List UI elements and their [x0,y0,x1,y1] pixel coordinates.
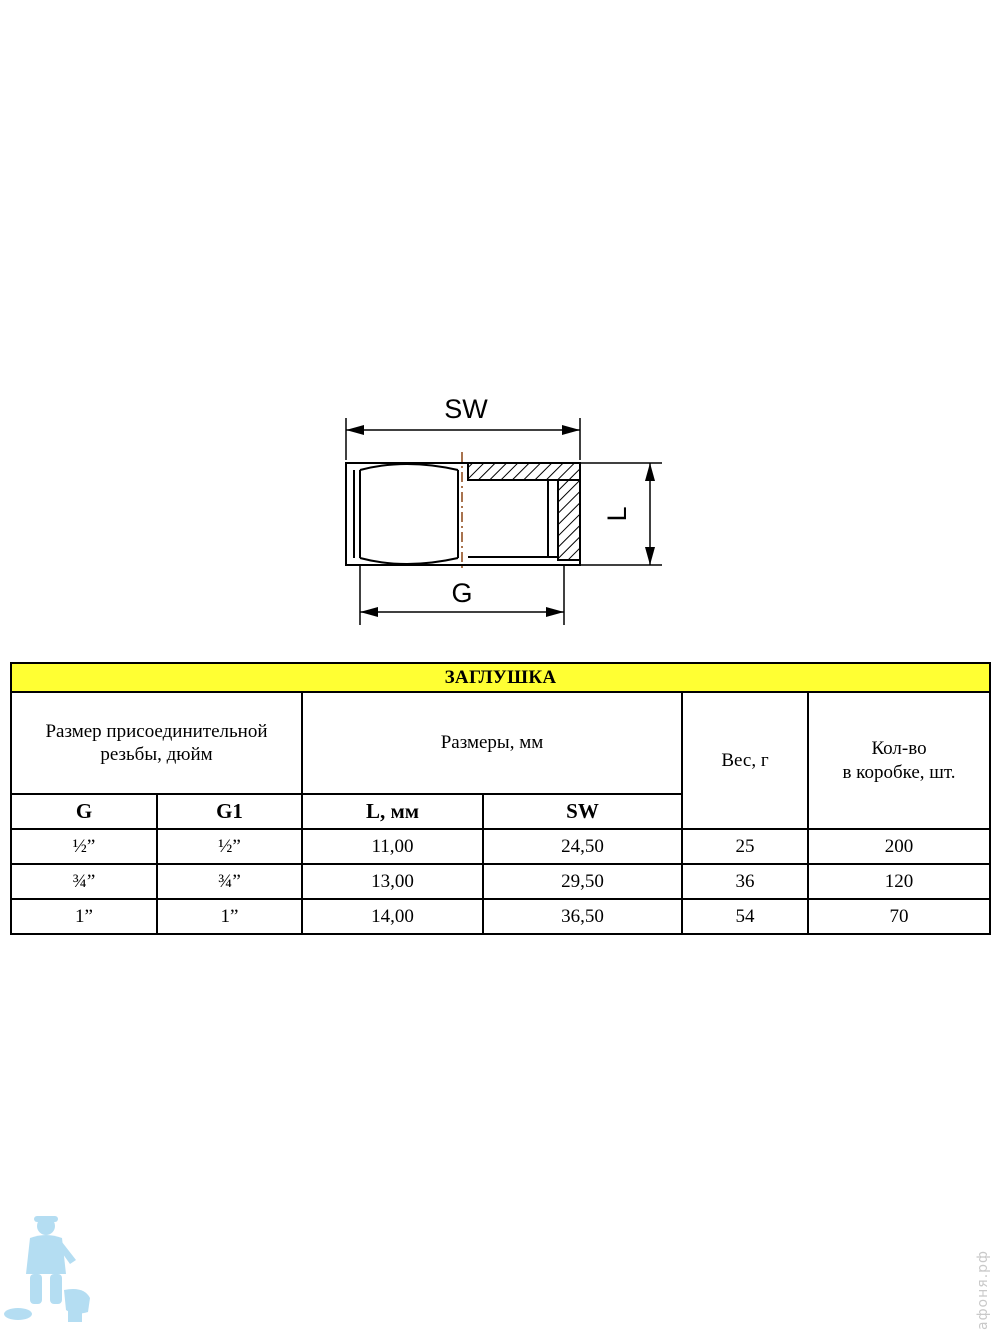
plumber-mascot-icon [4,1212,94,1327]
quantity-header [808,692,990,829]
cell-g1: ½” [157,829,302,864]
thread-size-header [11,692,302,794]
g-label: G [451,578,473,608]
cell-quantity: 200 [808,829,990,864]
cell-sw: 29,50 [483,864,682,899]
l-label: L [602,506,632,522]
sw-dimension [346,394,580,460]
cell-weight: 25 [682,829,808,864]
dimensions-header: Размеры, мм [302,692,682,794]
col-g-header: G [11,794,157,829]
sw-label: SW [444,394,488,424]
plug-technical-drawing [330,390,670,635]
cell-weight: 54 [682,899,808,934]
col-sw-header: SW [483,794,682,829]
table-row [11,864,990,899]
cell-g: ¾” [11,864,157,899]
cell-g1: ¾” [157,864,302,899]
cell-weight: 36 [682,864,808,899]
quantity-header-line1: Кол-во [871,738,927,760]
cell-quantity: 120 [808,864,990,899]
cell-l: 13,00 [302,864,483,899]
table-row [11,899,990,934]
quantity-header-line2: в коробке, шт. [842,761,956,783]
cell-g: ½” [11,829,157,864]
cell-g: 1” [11,899,157,934]
thread-size-header-text: Размер присоединительной резьбы, дюйм [45,720,268,765]
cell-l: 11,00 [302,829,483,864]
specification-table [10,662,991,935]
l-dimension [580,463,662,565]
table-title: ЗАГЛУШКА [11,663,990,692]
site-watermark: афоня.рф [975,1250,991,1330]
col-l-header: L, мм [302,794,483,829]
g-dimension [360,565,564,625]
cell-sw: 24,50 [483,829,682,864]
weight-header: Вес, г [682,692,808,829]
cell-quantity: 70 [808,899,990,934]
cell-g1: 1” [157,899,302,934]
cell-sw: 36,50 [483,899,682,934]
hatched-section [468,463,580,560]
table-row [11,829,990,864]
col-g1-header: G1 [157,794,302,829]
cell-l: 14,00 [302,899,483,934]
